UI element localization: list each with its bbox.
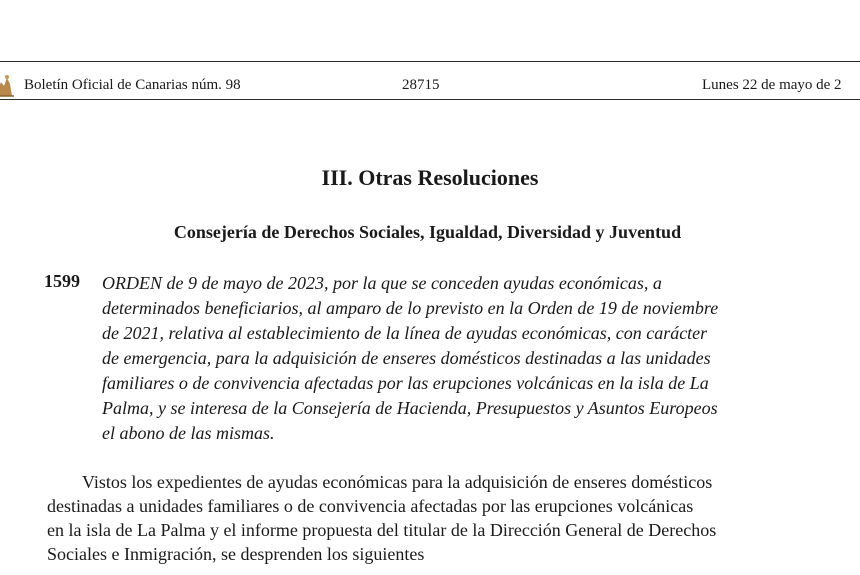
body-line: destinadas a unidades familiares o de convivencia afectadas por las erupciones volcánicas bbox=[47, 496, 694, 516]
order-line: el abono de las mismas. bbox=[102, 423, 275, 443]
coat-of-arms-icon bbox=[0, 72, 14, 98]
publication-date: Lunes 22 de mayo de 2 bbox=[702, 77, 842, 93]
order-line: familiares o de convivencia afectadas por las erupciones volcánicas en la isla de La bbox=[102, 373, 709, 393]
order-line: Palma, y se interesa de la Consejería de Hacienda, Presupuestos y Asuntos Europeos bbox=[102, 398, 718, 418]
body-paragraph bbox=[47, 470, 716, 566]
section-title: III. Otras Resoluciones bbox=[321, 165, 539, 190]
header-top-rule bbox=[0, 61, 860, 62]
order-summary bbox=[102, 271, 718, 446]
body-line: en la isla de La Palma y el informe propuesta del titular de la Dirección General de Derechos bbox=[47, 520, 717, 540]
header-bottom-rule bbox=[0, 99, 860, 100]
department-title: Consejería de Derechos Sociales, Igualdad, Diversidad y Juventud bbox=[173, 222, 682, 242]
order-number: 1599 bbox=[44, 271, 80, 291]
body-line: Sociales e Inmigración, se desprenden los siguientes bbox=[47, 544, 425, 564]
publication-title: Boletín Oficial de Canarias núm. 98 bbox=[24, 77, 241, 93]
order-line: determinados beneficiarios, al amparo de lo previsto en la Orden de 19 de noviembre bbox=[102, 298, 719, 318]
order-line: de emergencia, para la adquisición de enseres domésticos destinadas a las unidades bbox=[102, 348, 711, 368]
page-number: 28715 bbox=[402, 77, 440, 93]
order-line: ORDEN de 9 de mayo de 2023, por la que se conceden ayudas económicas, a bbox=[102, 273, 662, 293]
body-line: Vistos los expedientes de ayudas económicas para la adquisición de enseres domésticos bbox=[82, 472, 713, 492]
order-line: de 2021, relativa al establecimiento de la línea de ayudas económicas, con carácter bbox=[102, 323, 708, 343]
